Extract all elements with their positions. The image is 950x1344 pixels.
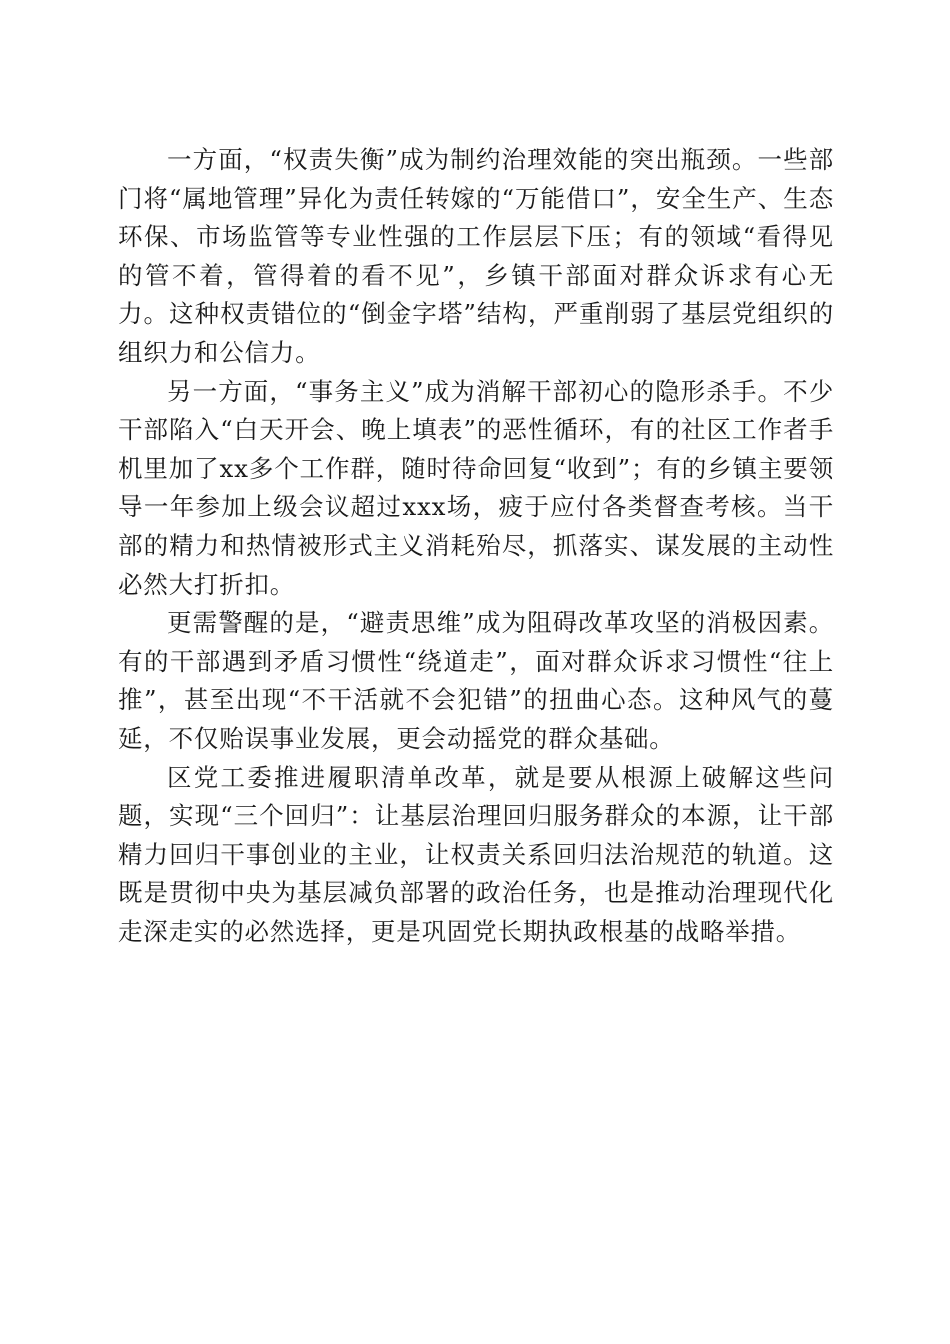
paragraph-duty-list-reform: 区党工委推进履职清单改革，就是要从根源上破解这些问题，实现“三个回归”：让基层治理回归服务群众的本源，让干部精力回归干事创业的主业，让权责关系回归法治规范的轨道。这既是贯彻中央为基层减负部署的政治任务，也是推动治理现代化走深走实的必然选择，更是巩固党长期执政根基的战略举措。 <box>118 762 834 946</box>
paragraph-routinism: 另一方面，“事务主义”成为消解干部初心的隐形杀手。不少干部陷入“白天开会、晚上填表”的恶性循环，有的社区工作者手机里加了xx多个工作群，随时待命回复“收到”；有的乡镇主要领导一年参加上级会议超过xxx场，疲于应付各类督查考核。当干部的精力和热情被形式主义消耗殆尽，抓落实、谋发展的主动性必然大打折扣。 <box>118 376 834 599</box>
paragraph-responsibility-avoidance: 更需警醒的是，“避责思维”成为阻碍改革攻坚的消极因素。有的干部遇到矛盾习惯性“绕道走”，面对群众诉求习惯性“往上推”，甚至出现“不干活就不会犯错”的扭曲心态。这种风气的蔓延，不仅贻误事业发展，更会动摇党的群众基础。 <box>118 608 834 753</box>
document-body <box>118 141 834 951</box>
paragraph-power-responsibility-imbalance: 一方面，“权责失衡”成为制约治理效能的突出瓶颈。一些部门将“属地管理”异化为责任转嫁的“万能借口”，安全生产、生态环保、市场监管等专业性强的工作层层下压；有的领域“看得见的管不着，管得着的看不见”，乡镇干部面对群众诉求有心无力。这种权责错位的“倒金字塔”结构，严重削弱了基层党组织的组织力和公信力。 <box>118 145 834 367</box>
